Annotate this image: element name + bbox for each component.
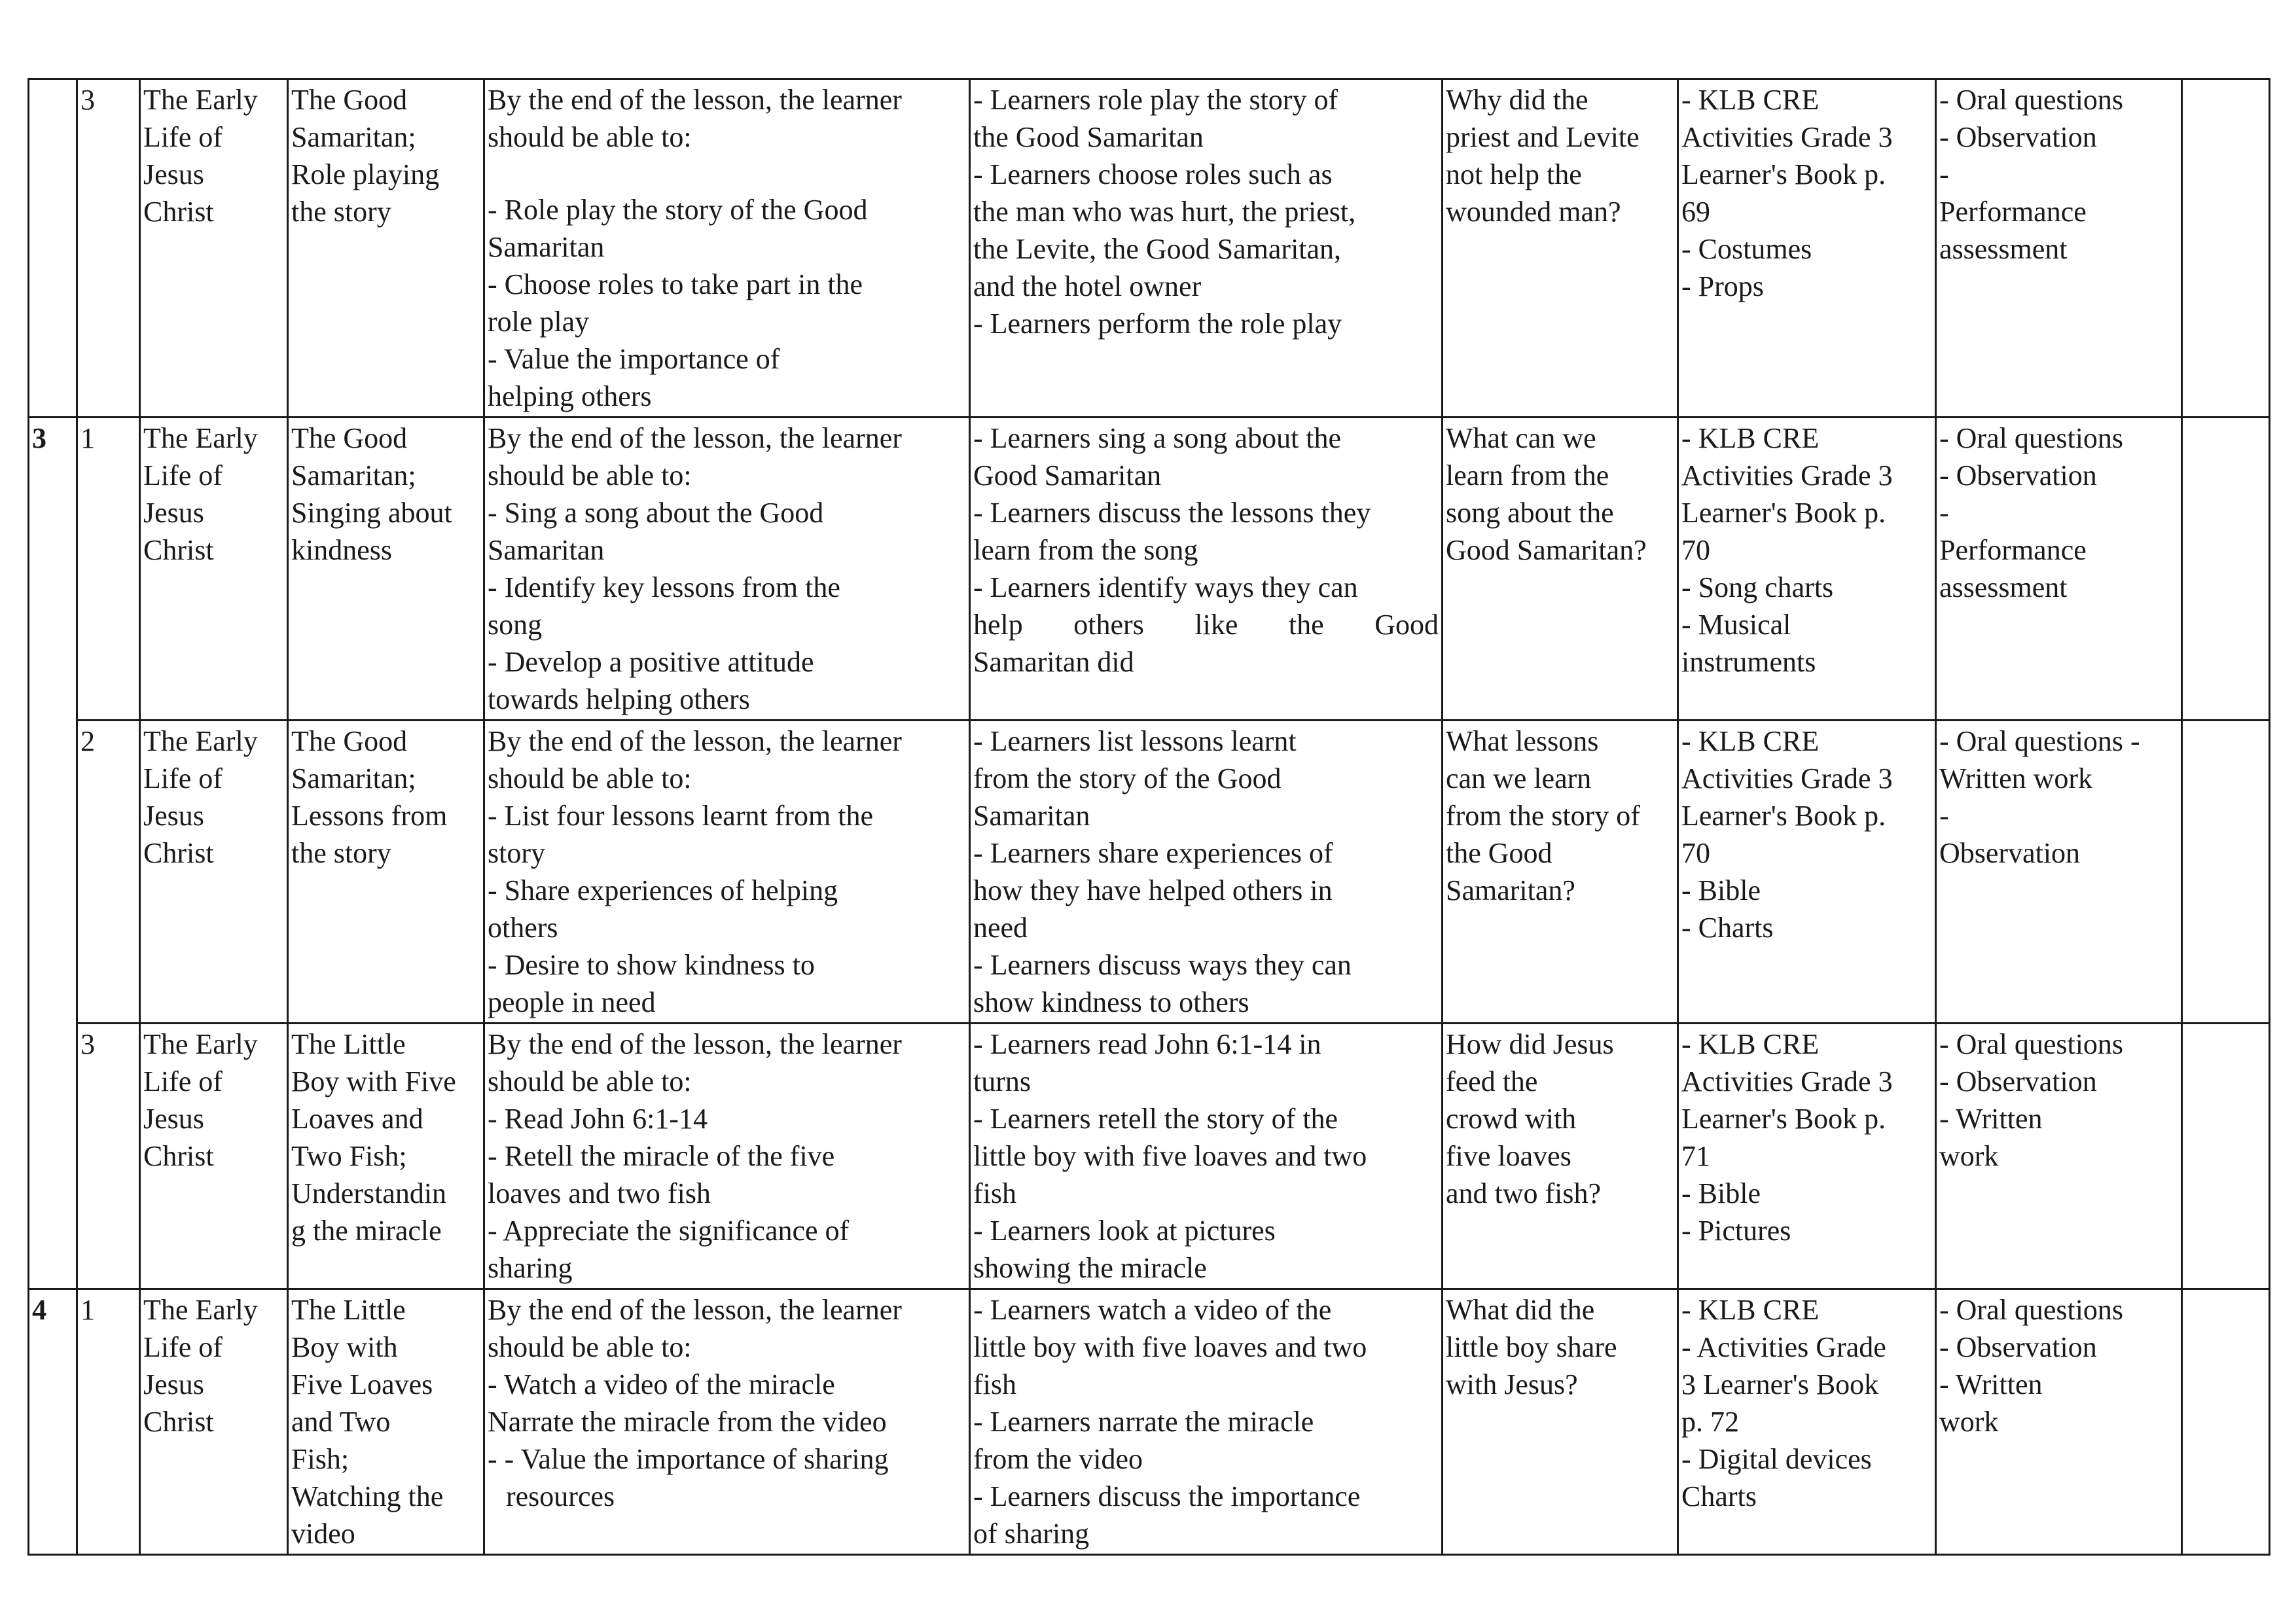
experience-line: little boy with five loaves and two — [973, 1331, 1367, 1363]
sub-strand-line: Five Loaves — [291, 1368, 433, 1400]
resource-line: - Digital devices — [1681, 1443, 1872, 1475]
week-number: 3 — [32, 422, 46, 454]
experiences-cell — [970, 79, 1443, 418]
outcomes-cell — [484, 1024, 970, 1289]
assessment-line: - — [1939, 497, 1949, 529]
inquiry-cell — [1443, 418, 1678, 721]
week-cell — [29, 418, 77, 1289]
strand-line: Life of — [143, 1331, 223, 1363]
sub-strand-cell — [288, 418, 484, 721]
outcome-line: should be able to: — [488, 762, 692, 794]
lesson-number: 1 — [81, 422, 95, 454]
assessment-cell — [1936, 79, 2182, 418]
experience-line: Good Samaritan — [973, 459, 1162, 491]
assessment-line: Performance — [1939, 534, 2087, 566]
table-row — [29, 1289, 2270, 1555]
sub-strand-line: and Two — [291, 1406, 391, 1438]
experience-line: and the hotel owner — [973, 270, 1202, 302]
inquiry-line: can we learn — [1446, 762, 1592, 794]
assessment-cell — [1936, 1289, 2182, 1555]
strand-line: Jesus — [143, 1368, 204, 1400]
experience-line: of sharing — [973, 1518, 1090, 1550]
strand-line: The Early — [143, 1028, 258, 1060]
assessment-line: Observation — [1939, 837, 2081, 869]
outcome-line: By the end of the lesson, the learner — [488, 84, 902, 116]
inquiry-line: Why did the — [1446, 84, 1588, 116]
experience-line: the Levite, the Good Samaritan, — [973, 233, 1342, 265]
experience-line: - Learners watch a video of the — [973, 1294, 1332, 1326]
resource-line: - Props — [1681, 270, 1764, 302]
experience-line: - Learners identify ways they can — [973, 571, 1358, 603]
outcome-line: Samaritan — [488, 231, 605, 263]
resource-line: Learner's Book p. — [1681, 800, 1886, 832]
assessment-line: - Oral questions — [1939, 422, 2124, 454]
outcome-line: Samaritan — [488, 534, 605, 566]
experience-line: - Learners discuss the importance — [973, 1480, 1361, 1512]
experience-line: little boy with five loaves and two — [973, 1140, 1367, 1172]
strand-line: Jesus — [143, 497, 204, 529]
resource-line: p. 72 — [1681, 1406, 1739, 1438]
experience-line: fish — [973, 1177, 1016, 1209]
strand-line: Christ — [143, 534, 214, 566]
experience-line: - Learners narrate the miracle — [973, 1406, 1314, 1438]
resource-line: instruments — [1681, 646, 1816, 678]
resource-line: 71 — [1681, 1140, 1710, 1172]
sub-strand-line: Singing about — [291, 497, 452, 529]
sub-strand-line: Loaves and — [291, 1103, 423, 1135]
outcome-line: - Value the importance of — [488, 343, 780, 375]
inquiry-cell — [1443, 1289, 1678, 1555]
resource-line: Activities Grade 3 — [1681, 459, 1893, 491]
inquiry-cell — [1443, 721, 1678, 1024]
sub-strand-line: The Little — [291, 1294, 406, 1326]
resource-line: - KLB CRE — [1681, 1028, 1820, 1060]
inquiry-cell — [1443, 1024, 1678, 1289]
resources-cell — [1678, 1024, 1936, 1289]
sub-strand-line: video — [291, 1518, 355, 1550]
resource-line: - Activities Grade — [1681, 1331, 1886, 1363]
remarks-cell — [2182, 418, 2270, 721]
experience-line: help others like the Good — [973, 609, 1439, 641]
resource-line: Activities Grade 3 — [1681, 762, 1893, 794]
experience-line: the Good Samaritan — [973, 121, 1204, 153]
outcome-line: should be able to: — [488, 1331, 692, 1363]
inquiry-line: five loaves — [1446, 1140, 1571, 1172]
inquiry-line: What can we — [1446, 422, 1596, 454]
experience-line: - Learners discuss the lessons they — [973, 497, 1371, 529]
inquiry-line: What did the — [1446, 1294, 1595, 1326]
sub-strand-line: Lessons from — [291, 800, 448, 832]
resource-line: - Song charts — [1681, 571, 1834, 603]
resource-line: - Musical — [1681, 609, 1791, 641]
sub-strand-line: The Good — [291, 725, 408, 757]
sub-strand-line: The Little — [291, 1028, 406, 1060]
experience-line: - Learners sing a song about the — [973, 422, 1342, 454]
assessment-line: - Observation — [1939, 1331, 2097, 1363]
outcome-line: - Watch a video of the miracle — [488, 1368, 835, 1400]
lesson-number: 3 — [81, 84, 95, 116]
table-row — [29, 1024, 2270, 1289]
assessment-line: assessment — [1939, 233, 2068, 265]
resource-line: Learner's Book p. — [1681, 158, 1886, 190]
strand-line: The Early — [143, 84, 258, 116]
experience-line: - Learners share experiences of — [973, 837, 1333, 869]
remarks-cell — [2182, 79, 2270, 418]
inquiry-line: What lessons — [1446, 725, 1599, 757]
outcome-line: - List four lessons learnt from the — [488, 800, 873, 832]
sub-strand-line: Samaritan; — [291, 121, 416, 153]
sub-strand-line: Samaritan; — [291, 762, 416, 794]
assessment-line: work — [1939, 1140, 1999, 1172]
inquiry-line: little boy share — [1446, 1331, 1617, 1363]
inquiry-line: from the story of — [1446, 800, 1640, 832]
strand-line: The Early — [143, 725, 258, 757]
outcome-line: - Role play the story of the Good — [488, 194, 868, 226]
resources-cell — [1678, 418, 1936, 721]
lesson-cell — [77, 721, 140, 1024]
assessment-line: - Observation — [1939, 121, 2097, 153]
resource-line: 3 Learner's Book — [1681, 1368, 1879, 1400]
experience-line: Samaritan — [973, 800, 1090, 832]
inquiry-line: How did Jesus — [1446, 1028, 1614, 1060]
outcome-line: - Develop a positive attitude — [488, 646, 814, 678]
experience-line: how they have helped others in — [973, 874, 1333, 906]
lesson-cell — [77, 79, 140, 418]
outcomes-cell — [484, 79, 970, 418]
strand-line: The Early — [143, 422, 258, 454]
strand-line: Christ — [143, 1140, 214, 1172]
strand-cell — [140, 721, 288, 1024]
outcome-line: - Desire to show kindness to — [488, 949, 815, 981]
experience-line: - Learners read John 6:1-14 in — [973, 1028, 1321, 1060]
strand-cell — [140, 79, 288, 418]
resource-line: - KLB CRE — [1681, 725, 1820, 757]
outcome-line: - - Value the importance of sharing — [488, 1443, 889, 1475]
inquiry-line: Good Samaritan? — [1446, 534, 1647, 566]
inquiry-line: learn from the — [1446, 459, 1609, 491]
outcome-line: helping others — [488, 380, 652, 412]
resources-cell — [1678, 721, 1936, 1024]
resource-line: - Costumes — [1681, 233, 1812, 265]
assessment-line: - Observation — [1939, 1065, 2097, 1097]
experience-line: - Learners discuss ways they can — [973, 949, 1352, 981]
experience-line: need — [973, 912, 1028, 944]
outcomes-cell — [484, 721, 970, 1024]
sub-strand-line: Fish; — [291, 1443, 350, 1475]
sub-strand-cell — [288, 1024, 484, 1289]
inquiry-line: crowd with — [1446, 1103, 1577, 1135]
strand-cell — [140, 418, 288, 721]
sub-strand-cell — [288, 1289, 484, 1555]
outcome-line: By the end of the lesson, the learner — [488, 1294, 902, 1326]
sub-strand-line: Samaritan; — [291, 459, 416, 491]
experiences-cell — [970, 721, 1443, 1024]
strand-line: Christ — [143, 837, 214, 869]
outcome-line: - Choose roles to take part in the — [488, 268, 863, 300]
resource-line: 70 — [1681, 534, 1710, 566]
resource-line: - KLB CRE — [1681, 84, 1820, 116]
outcome-line: sharing — [488, 1252, 573, 1284]
assessment-cell — [1936, 721, 2182, 1024]
assessment-line: Written work — [1939, 762, 2093, 794]
experience-line: turns — [973, 1065, 1031, 1097]
outcome-line: should be able to: — [488, 459, 692, 491]
experiences-cell — [970, 418, 1443, 721]
resource-line: - Bible — [1681, 1177, 1761, 1209]
lesson-number: 1 — [81, 1294, 95, 1326]
strand-line: Life of — [143, 459, 223, 491]
inquiry-line: and two fish? — [1446, 1177, 1602, 1209]
sub-strand-line: Boy with — [291, 1331, 398, 1363]
sub-strand-line: kindness — [291, 534, 392, 566]
strand-line: Christ — [143, 196, 214, 228]
experience-line: - Learners retell the story of the — [973, 1103, 1338, 1135]
inquiry-line: Samaritan? — [1446, 874, 1575, 906]
assessment-line: - Written — [1939, 1103, 2043, 1135]
sub-strand-line: g the miracle — [291, 1215, 442, 1247]
week-number: 4 — [32, 1294, 46, 1326]
sub-strand-cell — [288, 79, 484, 418]
experience-line: - Learners perform the role play — [973, 308, 1342, 340]
sub-strand-line: Understandin — [291, 1177, 447, 1209]
resource-line: Learner's Book p. — [1681, 497, 1886, 529]
assessment-line: - — [1939, 800, 1949, 832]
resources-cell — [1678, 79, 1936, 418]
outcome-line: By the end of the lesson, the learner — [488, 422, 902, 454]
remarks-cell — [2182, 1289, 2270, 1555]
assessment-cell — [1936, 1024, 2182, 1289]
assessment-line: - Oral questions — [1939, 1028, 2124, 1060]
experience-line: fish — [973, 1368, 1016, 1400]
outcome-line: should be able to: — [488, 1065, 692, 1097]
sub-strand-line: Watching the — [291, 1480, 444, 1512]
inquiry-line: wounded man? — [1446, 196, 1621, 228]
outcome-line: - Read John 6:1-14 — [488, 1103, 708, 1135]
assessment-line: work — [1939, 1406, 1999, 1438]
outcomes-cell — [484, 418, 970, 721]
assessment-line: assessment — [1939, 571, 2068, 603]
lesson-cell — [77, 418, 140, 721]
experience-line: show kindness to others — [973, 986, 1249, 1018]
outcome-line: story — [488, 837, 545, 869]
sub-strand-line: Role playing — [291, 158, 440, 190]
resource-line: - KLB CRE — [1681, 1294, 1820, 1326]
lesson-number: 2 — [81, 725, 95, 757]
assessment-cell — [1936, 418, 2182, 721]
resource-line: - Bible — [1681, 874, 1761, 906]
lesson-number: 3 — [81, 1028, 95, 1060]
assessment-line: - Observation — [1939, 459, 2097, 491]
resource-line: Activities Grade 3 — [1681, 121, 1893, 153]
experience-line: - Learners role play the story of — [973, 84, 1338, 116]
outcome-line: should be able to: — [488, 121, 692, 153]
experience-line: showing the miracle — [973, 1252, 1207, 1284]
experience-line: Samaritan did — [973, 646, 1134, 678]
strand-line: The Early — [143, 1294, 258, 1326]
outcome-line: - Share experiences of helping — [488, 874, 838, 906]
table-row — [29, 721, 2270, 1024]
experiences-cell — [970, 1289, 1443, 1555]
outcome-line: resources — [506, 1480, 615, 1512]
inquiry-line: feed the — [1446, 1065, 1538, 1097]
outcome-line: loaves and two fish — [488, 1177, 711, 1209]
outcome-line: Narrate the miracle from the video — [488, 1406, 887, 1438]
assessment-line: - — [1939, 158, 1949, 190]
strand-line: Life of — [143, 121, 223, 153]
resource-line: - Charts — [1681, 912, 1774, 944]
inquiry-cell — [1443, 79, 1678, 418]
sub-strand-line: the story — [291, 196, 391, 228]
strand-line: Jesus — [143, 800, 204, 832]
outcome-spacer — [488, 157, 966, 192]
resource-line: - KLB CRE — [1681, 422, 1820, 454]
strand-line: Life of — [143, 762, 223, 794]
strand-cell — [140, 1024, 288, 1289]
outcome-line: - Identify key lessons from the — [488, 571, 840, 603]
week-cell — [29, 79, 77, 418]
experience-line: - Learners choose roles such as — [973, 158, 1333, 190]
experience-line: from the video — [973, 1443, 1143, 1475]
resource-line: Charts — [1681, 1480, 1757, 1512]
experience-line: learn from the song — [973, 534, 1198, 566]
outcomes-cell — [484, 1289, 970, 1555]
experiences-cell — [970, 1024, 1443, 1289]
outcome-line: people in need — [488, 986, 656, 1018]
assessment-line: - Written — [1939, 1368, 2043, 1400]
scheme-of-work-table — [27, 78, 2270, 1556]
experience-line: from the story of the Good — [973, 762, 1282, 794]
resource-line: Learner's Book p. — [1681, 1103, 1886, 1135]
outcome-line: By the end of the lesson, the learner — [488, 1028, 902, 1060]
strand-line: Jesus — [143, 158, 204, 190]
resources-cell — [1678, 1289, 1936, 1555]
resource-line: - Pictures — [1681, 1215, 1791, 1247]
inquiry-line: with Jesus? — [1446, 1368, 1578, 1400]
assessment-line: - Oral questions - — [1939, 725, 2140, 757]
resource-line: Activities Grade 3 — [1681, 1065, 1893, 1097]
strand-cell — [140, 1289, 288, 1555]
week-cell — [29, 1289, 77, 1555]
outcome-line: By the end of the lesson, the learner — [488, 725, 902, 757]
resource-line: 69 — [1681, 196, 1710, 228]
outcome-line: - Appreciate the significance of — [488, 1215, 850, 1247]
outcome-line: others — [488, 912, 558, 944]
remarks-cell — [2182, 1024, 2270, 1289]
experience-line: - Learners look at pictures — [973, 1215, 1276, 1247]
sub-strand-line: The Good — [291, 84, 408, 116]
inquiry-line: song about the — [1446, 497, 1614, 529]
strand-line: Life of — [143, 1065, 223, 1097]
outcome-line: song — [488, 609, 543, 641]
outcome-line: role play — [488, 306, 590, 338]
table-row — [29, 418, 2270, 721]
sub-strand-cell — [288, 721, 484, 1024]
sub-strand-line: the story — [291, 837, 391, 869]
assessment-line: Performance — [1939, 196, 2087, 228]
strand-line: Christ — [143, 1406, 214, 1438]
resource-line: 70 — [1681, 837, 1710, 869]
sub-strand-line: The Good — [291, 422, 408, 454]
inquiry-line: the Good — [1446, 837, 1552, 869]
lesson-cell — [77, 1289, 140, 1555]
table-row — [29, 79, 2270, 418]
inquiry-line: priest and Levite — [1446, 121, 1640, 153]
remarks-cell — [2182, 721, 2270, 1024]
lesson-cell — [77, 1024, 140, 1289]
strand-line: Jesus — [143, 1103, 204, 1135]
inquiry-line: not help the — [1446, 158, 1582, 190]
outcome-line: towards helping others — [488, 683, 750, 715]
outcome-line: - Sing a song about the Good — [488, 497, 824, 529]
assessment-line: - Oral questions — [1939, 84, 2124, 116]
assessment-line: - Oral questions — [1939, 1294, 2124, 1326]
outcome-line: - Retell the miracle of the five — [488, 1140, 835, 1172]
experience-line: the man who was hurt, the priest, — [973, 196, 1356, 228]
experience-line: - Learners list lessons learnt — [973, 725, 1297, 757]
sub-strand-line: Two Fish; — [291, 1140, 407, 1172]
sub-strand-line: Boy with Five — [291, 1065, 456, 1097]
